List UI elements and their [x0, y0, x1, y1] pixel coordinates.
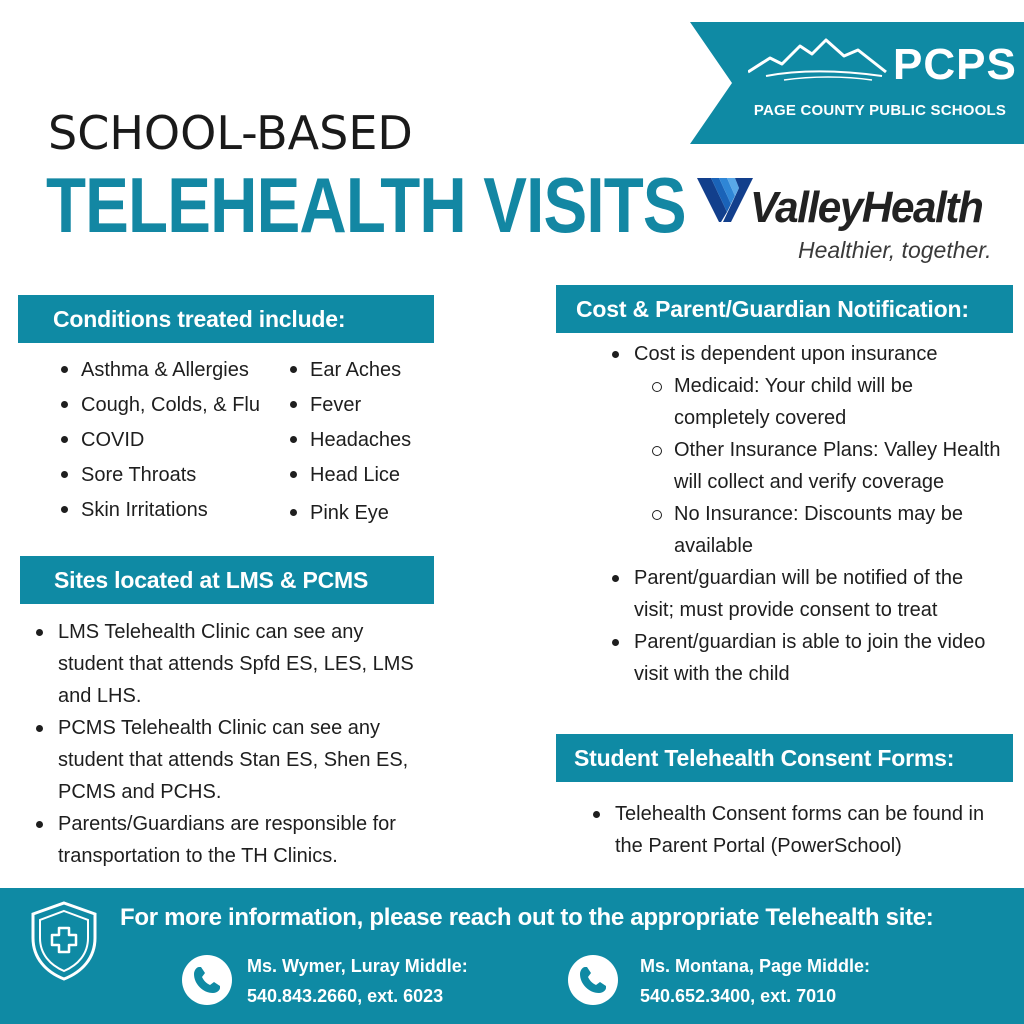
contact-name: Ms. Wymer, Luray Middle:	[247, 956, 468, 976]
conditions-heading-bar	[18, 295, 434, 343]
condition-item: COVID	[59, 423, 279, 458]
cost-item: Cost is dependent upon insurance	[610, 338, 1010, 370]
condition-item: Headaches	[288, 423, 438, 458]
condition-item: Ear Aches	[288, 353, 438, 388]
cost-item: Parent/guardian is able to join the video visit with the child	[610, 626, 1010, 690]
cost-subitem: Other Insurance Plans: Valley Health will collect and verify coverage	[610, 434, 1010, 498]
valley-health-name: ValleyHealth	[750, 183, 983, 232]
contact-phone: 540.652.3400, ext. 7010	[640, 986, 837, 1006]
valley-health-tagline: Healthier, together.	[798, 237, 992, 263]
condition-item: Cough, Colds, & Flu	[59, 388, 279, 423]
site-item: Parents/Guardians are responsible for transportation to the TH Clinics.	[34, 808, 434, 872]
page-title-line-1: SCHOOL-BASED	[48, 106, 413, 160]
condition-item: Head Lice	[288, 458, 438, 493]
condition-item: Asthma & Allergies	[59, 353, 279, 388]
valley-health-mark-icon	[697, 178, 755, 222]
consent-list	[591, 798, 1001, 862]
conditions-heading: Conditions treated include:	[53, 305, 346, 332]
footer-title: For more information, please reach out to the appropriate Telehealth site:	[120, 904, 934, 931]
cost-subitem: No Insurance: Discounts may be available	[610, 498, 1010, 562]
consent-item: Telehealth Consent forms can be found in the Parent Portal (PowerSchool)	[591, 798, 1001, 862]
consent-heading: Student Telehealth Consent Forms:	[574, 744, 955, 771]
phone-icon	[568, 955, 618, 1005]
conditions-list-2	[288, 353, 438, 531]
condition-item: Skin Irritations	[59, 493, 279, 528]
contact-phone: 540.843.2660, ext. 6023	[247, 986, 444, 1006]
site-item: PCMS Telehealth Clinic can see any student that attends Stan ES, Shen ES, PCMS and PCHS.	[34, 712, 434, 808]
sites-heading-bar	[20, 556, 434, 604]
cost-heading: Cost & Parent/Guardian Notification:	[576, 295, 969, 322]
cost-subitem: Medicaid: Your child will be completely covered	[610, 370, 1010, 434]
condition-item: Fever	[288, 388, 438, 423]
pcps-name: PCPS	[893, 40, 1017, 89]
cost-list	[610, 338, 1010, 690]
cost-item: Parent/guardian will be notified of the visit; must provide consent to treat	[610, 562, 1010, 626]
contact-name: Ms. Montana, Page Middle:	[640, 956, 871, 976]
condition-item: Pink Eye	[288, 496, 438, 531]
site-item: LMS Telehealth Clinic can see any student that attends Spfd ES, LES, LMS and LHS.	[34, 616, 434, 712]
cost-heading-bar	[556, 285, 1013, 333]
conditions-list-1	[59, 353, 279, 528]
pcps-full-name: PAGE COUNTY PUBLIC SCHOOLS	[753, 102, 1007, 119]
mountains-icon	[748, 36, 888, 82]
sites-list	[34, 616, 434, 872]
medical-shield-icon	[28, 900, 100, 982]
sites-heading: Sites located at LMS & PCMS	[54, 566, 369, 593]
page-title-line-2: TELEHEALTH VISITS	[46, 161, 686, 249]
consent-heading-bar	[556, 734, 1013, 782]
phone-icon	[182, 955, 232, 1005]
condition-item: Sore Throats	[59, 458, 279, 493]
